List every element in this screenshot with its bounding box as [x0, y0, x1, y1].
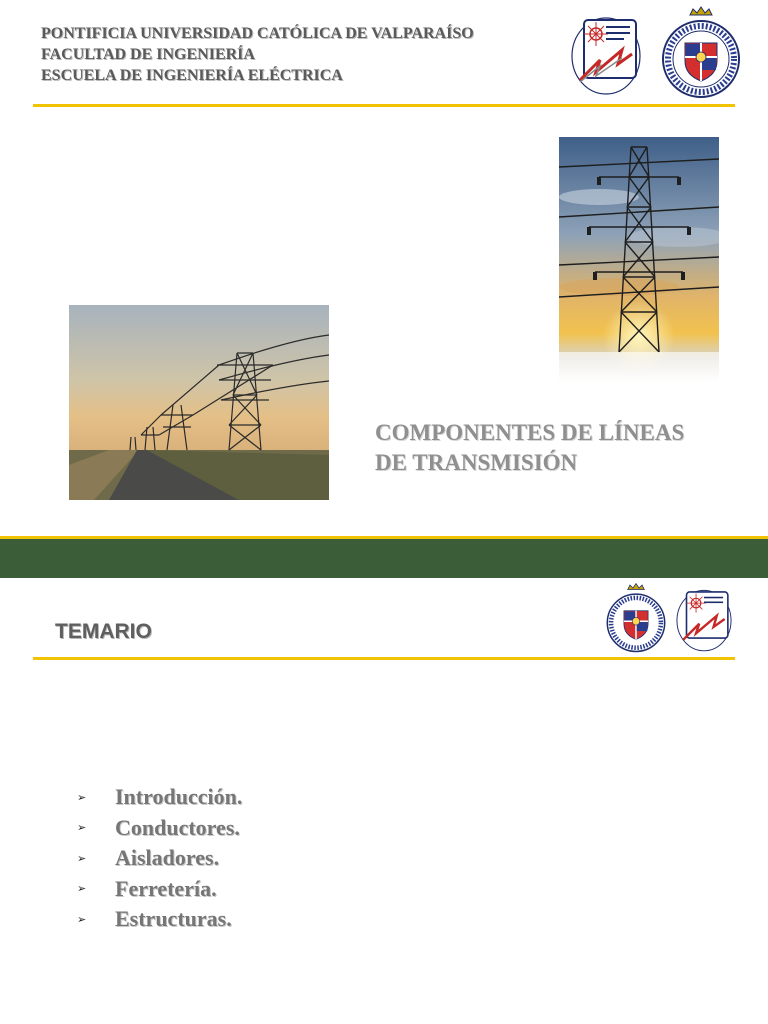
arrow-bullet-icon: ➢	[77, 790, 87, 804]
escuela-ingenieria-electrica-logo	[671, 584, 737, 654]
list-item-text: Aisladores.	[115, 845, 220, 871]
list-item	[77, 874, 242, 905]
arrow-bullet-icon: ➢	[77, 851, 87, 865]
arrow-bullet-icon: ➢	[77, 912, 87, 926]
pucv-seal	[601, 582, 671, 656]
title-line-1: COMPONENTES DE LÍNEAS	[375, 420, 685, 445]
header-school: ESCUELA DE INGENIERÍA ELÉCTRICA	[41, 67, 343, 84]
list-item-text: Ferretería.	[115, 875, 217, 901]
list-item-text: Introducción.	[115, 784, 243, 810]
header-faculty: FACULTAD DE INGENIERÍA	[41, 46, 255, 63]
header-divider	[33, 104, 735, 107]
list-item	[77, 843, 242, 874]
power-tower-photo	[559, 137, 719, 382]
pucv-seal	[660, 5, 742, 103]
escuela-ingenieria-electrica-logo	[566, 10, 646, 98]
arrow-bullet-icon: ➢	[77, 821, 87, 835]
list-item	[77, 782, 242, 813]
title-line-2: DE TRANSMISIÓN	[375, 450, 578, 475]
header-university: PONTIFICIA UNIVERSIDAD CATÓLICA DE VALPARAÍSO	[41, 25, 474, 42]
list-item-text: Conductores.	[115, 814, 240, 840]
list-item	[77, 904, 242, 935]
slide-separator-band	[0, 536, 768, 578]
temario-heading: TEMARIO	[55, 620, 152, 643]
list-item	[77, 813, 242, 844]
arrow-bullet-icon: ➢	[77, 882, 87, 896]
presentation-title	[375, 418, 755, 478]
power-lines-field-photo	[69, 305, 329, 500]
temario-list	[77, 782, 242, 935]
list-item-text: Estructuras.	[115, 906, 232, 932]
temario-divider	[33, 657, 735, 660]
institution-header	[41, 23, 541, 86]
